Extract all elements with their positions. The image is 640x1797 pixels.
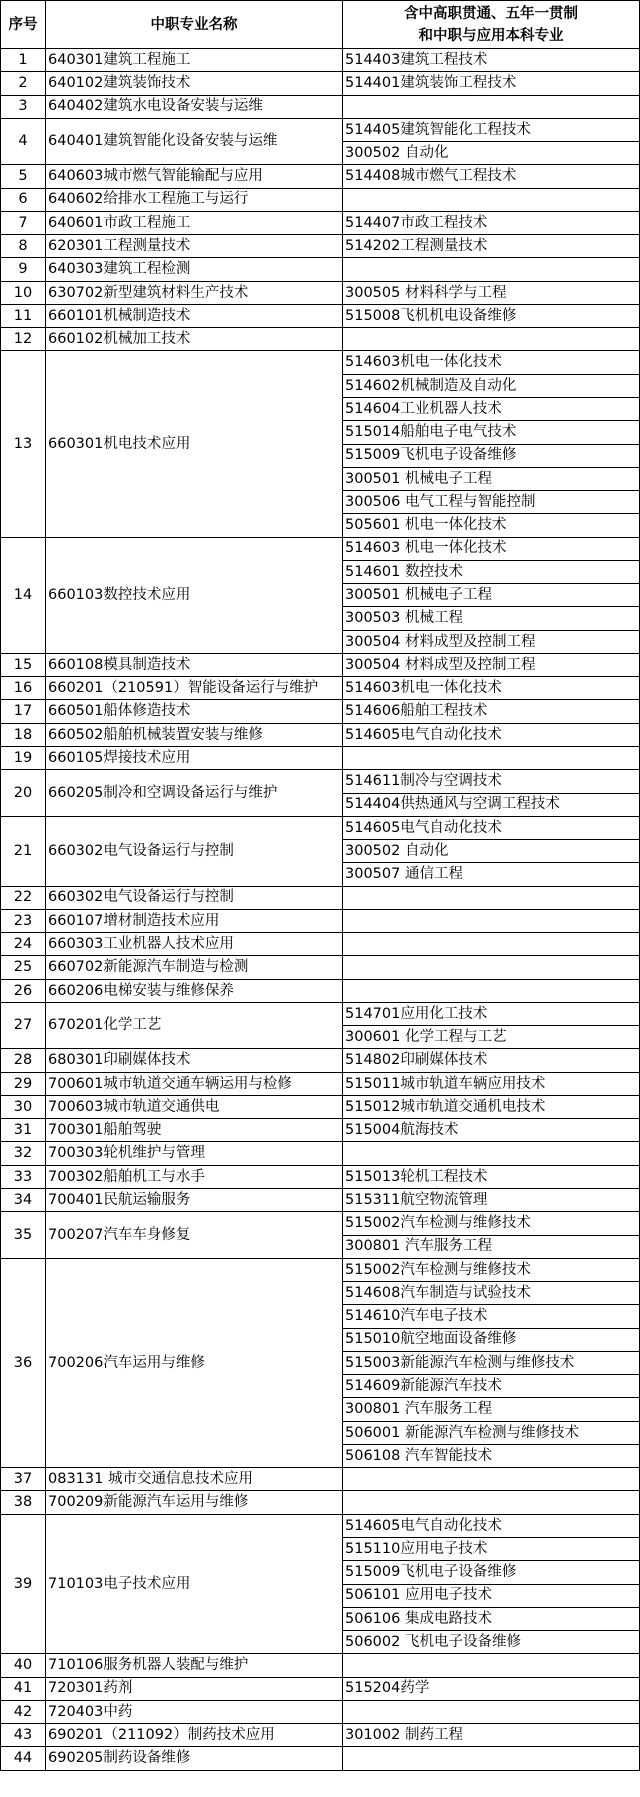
row-seq: 33	[1, 1165, 46, 1188]
row-related-major: 515014船舶电子电气技术	[343, 421, 640, 444]
row-related-major: 515008飞机机电设备维修	[343, 304, 640, 327]
row-seq: 38	[1, 1491, 46, 1514]
table-row	[1, 1119, 640, 1142]
table-row	[1, 165, 640, 188]
table-row	[1, 351, 640, 374]
row-related-major: 515004航海技术	[343, 1119, 640, 1142]
row-related-major	[343, 1747, 640, 1770]
table-row	[1, 1677, 640, 1700]
row-seq: 16	[1, 677, 46, 700]
row-seq: 31	[1, 1119, 46, 1142]
row-program-name: 700302船舶机工与水手	[46, 1165, 343, 1188]
row-related-major: 514602机械制造及自动化	[343, 374, 640, 397]
row-related-major: 300601 化学工程与工艺	[343, 1026, 640, 1049]
row-program-name: 620301工程测量技术	[46, 235, 343, 258]
row-seq: 44	[1, 1747, 46, 1770]
row-program-name: 630702新型建筑材料生产技术	[46, 281, 343, 304]
row-seq: 13	[1, 351, 46, 537]
row-related-major: 300501 机械电子工程	[343, 467, 640, 490]
row-seq: 21	[1, 816, 46, 886]
table-row	[1, 537, 640, 560]
table-row	[1, 188, 640, 211]
row-related-major	[343, 979, 640, 1002]
row-seq: 43	[1, 1724, 46, 1747]
row-program-name: 660302电气设备运行与控制	[46, 816, 343, 886]
table-row	[1, 72, 640, 95]
row-program-name: 660501船体修造技术	[46, 700, 343, 723]
row-related-major: 514202工程测量技术	[343, 235, 640, 258]
row-related-major: 515013轮机工程技术	[343, 1165, 640, 1188]
table-row	[1, 1654, 640, 1677]
row-related-major: 514407市政工程技术	[343, 211, 640, 234]
row-related-major: 515009飞机电子设备维修	[343, 444, 640, 467]
row-seq: 5	[1, 165, 46, 188]
table-row	[1, 1189, 640, 1212]
row-program-name: 700601城市轨道交通车辆运用与检修	[46, 1072, 343, 1095]
row-related-major: 515002汽车检测与维修技术	[343, 1258, 640, 1281]
row-related-major: 514601 数控技术	[343, 560, 640, 583]
table-row	[1, 1747, 640, 1770]
table-row	[1, 700, 640, 723]
row-related-major: 514405建筑智能化工程技术	[343, 118, 640, 141]
row-related-major: 514408城市燃气工程技术	[343, 165, 640, 188]
row-related-major	[343, 188, 640, 211]
row-related-major	[343, 1491, 640, 1514]
row-related-major: 506106 集成电路技术	[343, 1607, 640, 1630]
row-seq: 35	[1, 1212, 46, 1259]
row-program-name: 660302电气设备运行与控制	[46, 886, 343, 909]
table-row	[1, 933, 640, 956]
row-seq: 29	[1, 1072, 46, 1095]
row-seq: 37	[1, 1468, 46, 1491]
row-related-major: 515009飞机电子设备维修	[343, 1561, 640, 1584]
row-related-major	[343, 258, 640, 281]
row-program-name: 720301药剂	[46, 1677, 343, 1700]
row-program-name: 700209新能源汽车运用与维修	[46, 1491, 343, 1514]
row-related-major: 514605电气自动化技术	[343, 816, 640, 839]
row-related-major: 506108 汽车智能技术	[343, 1444, 640, 1467]
table-row	[1, 677, 640, 700]
table-row	[1, 328, 640, 351]
table-row	[1, 1095, 640, 1118]
row-program-name: 690205制药设备维修	[46, 1747, 343, 1770]
table-row	[1, 1724, 640, 1747]
row-related-major: 515204药学	[343, 1677, 640, 1700]
table-row	[1, 281, 640, 304]
table-row	[1, 1072, 640, 1095]
row-program-name: 083131 城市交通信息技术应用	[46, 1468, 343, 1491]
row-related-major: 515003新能源汽车检测与维修技术	[343, 1351, 640, 1374]
header-row	[1, 1, 640, 49]
row-related-major: 506101 应用电子技术	[343, 1584, 640, 1607]
row-seq: 15	[1, 653, 46, 676]
row-seq: 36	[1, 1258, 46, 1467]
row-program-name: 660303工业机器人技术应用	[46, 933, 343, 956]
row-program-name: 660702新能源汽车制造与检测	[46, 956, 343, 979]
row-seq: 6	[1, 188, 46, 211]
row-related-major: 300801 汽车服务工程	[343, 1398, 640, 1421]
row-program-name: 660107增材制造技术应用	[46, 909, 343, 932]
row-seq: 19	[1, 746, 46, 769]
table-row	[1, 211, 640, 234]
row-seq: 7	[1, 211, 46, 234]
row-related-major: 515002汽车检测与维修技术	[343, 1212, 640, 1235]
row-seq: 20	[1, 770, 46, 817]
table-row	[1, 746, 640, 769]
row-related-major	[343, 328, 640, 351]
row-related-major	[343, 909, 640, 932]
row-seq: 42	[1, 1700, 46, 1723]
row-seq: 18	[1, 723, 46, 746]
row-related-major: 506001 新能源汽车检测与维修技术	[343, 1421, 640, 1444]
table-row	[1, 1049, 640, 1072]
row-program-name: 640601市政工程施工	[46, 211, 343, 234]
row-program-name: 720403中药	[46, 1700, 343, 1723]
row-related-major: 300504 材料成型及控制工程	[343, 653, 640, 676]
table-row	[1, 118, 640, 141]
row-program-name: 660101机械制造技术	[46, 304, 343, 327]
row-related-major: 514403建筑工程技术	[343, 49, 640, 72]
table-row	[1, 886, 640, 909]
row-related-major: 515012城市轨道交通机电技术	[343, 1095, 640, 1118]
row-related-major: 514610汽车电子技术	[343, 1305, 640, 1328]
row-seq: 12	[1, 328, 46, 351]
row-seq: 41	[1, 1677, 46, 1700]
row-related-major: 514608汽车制造与试验技术	[343, 1282, 640, 1305]
row-related-major	[343, 1654, 640, 1677]
header-majors-line2: 和中职与应用本科专业	[418, 27, 564, 44]
row-seq: 27	[1, 1002, 46, 1049]
row-related-major	[343, 956, 640, 979]
row-program-name: 660205制冷和空调设备运行与维护	[46, 770, 343, 817]
row-related-major: 300503 机械工程	[343, 607, 640, 630]
row-program-name: 660108模具制造技术	[46, 653, 343, 676]
row-seq: 32	[1, 1142, 46, 1165]
header-majors	[343, 1, 640, 49]
row-seq: 22	[1, 886, 46, 909]
row-seq: 9	[1, 258, 46, 281]
table-row	[1, 1212, 640, 1235]
row-related-major	[343, 933, 640, 956]
row-program-name: 670201化学工艺	[46, 1002, 343, 1049]
row-related-major: 300501 机械电子工程	[343, 584, 640, 607]
row-program-name: 700401民航运输服务	[46, 1189, 343, 1212]
row-related-major: 514604工业机器人技术	[343, 397, 640, 420]
row-related-major	[343, 1468, 640, 1491]
table-row	[1, 1491, 640, 1514]
row-program-name: 680301印刷媒体技术	[46, 1049, 343, 1072]
row-program-name: 660201（210591）智能设备运行与维护	[46, 677, 343, 700]
row-program-name: 700301船舶驾驶	[46, 1119, 343, 1142]
row-seq: 39	[1, 1514, 46, 1654]
table-row	[1, 1002, 640, 1025]
table-body	[1, 49, 640, 1771]
row-related-major: 515011城市轨道车辆应用技术	[343, 1072, 640, 1095]
row-related-major: 301002 制药工程	[343, 1724, 640, 1747]
row-program-name: 640602给排水工程施工与运行	[46, 188, 343, 211]
table-row	[1, 723, 640, 746]
row-related-major: 514609新能源汽车技术	[343, 1375, 640, 1398]
table-row	[1, 258, 640, 281]
row-related-major: 505601 机电一体化技术	[343, 514, 640, 537]
row-related-major: 515010航空地面设备维修	[343, 1328, 640, 1351]
row-program-name: 660206电梯安装与维修保养	[46, 979, 343, 1002]
table-row	[1, 1700, 640, 1723]
row-seq: 4	[1, 118, 46, 165]
row-seq: 1	[1, 49, 46, 72]
table-row	[1, 49, 640, 72]
row-related-major: 514603机电一体化技术	[343, 677, 640, 700]
row-program-name: 660301机电技术应用	[46, 351, 343, 537]
row-related-major: 300502 自动化	[343, 142, 640, 165]
table-row	[1, 816, 640, 839]
row-related-major: 300506 电气工程与智能控制	[343, 491, 640, 514]
row-related-major: 300504 材料成型及控制工程	[343, 630, 640, 653]
row-related-major: 514606船舶工程技术	[343, 700, 640, 723]
row-seq: 11	[1, 304, 46, 327]
row-program-name: 660102机械加工技术	[46, 328, 343, 351]
row-related-major: 506002 飞机电子设备维修	[343, 1631, 640, 1654]
row-related-major: 514603 机电一体化技术	[343, 537, 640, 560]
header-majors-line1: 含中高职贯通、五年一贯制	[404, 5, 578, 22]
row-seq: 34	[1, 1189, 46, 1212]
row-program-name: 640102建筑装饰技术	[46, 72, 343, 95]
row-program-name: 640603城市燃气智能输配与应用	[46, 165, 343, 188]
header-seq: 序号	[1, 1, 46, 49]
row-seq: 8	[1, 235, 46, 258]
row-seq: 40	[1, 1654, 46, 1677]
row-seq: 10	[1, 281, 46, 304]
row-seq: 23	[1, 909, 46, 932]
row-related-major: 514605电气自动化技术	[343, 723, 640, 746]
table-row	[1, 1165, 640, 1188]
table-row	[1, 1258, 640, 1281]
row-related-major: 514605电气自动化技术	[343, 1514, 640, 1537]
row-seq: 24	[1, 933, 46, 956]
row-seq: 3	[1, 95, 46, 118]
row-related-major: 300502 自动化	[343, 840, 640, 863]
row-related-major: 515311航空物流管理	[343, 1189, 640, 1212]
row-program-name: 640301建筑工程施工	[46, 49, 343, 72]
row-related-major: 514611制冷与空调技术	[343, 770, 640, 793]
table-row	[1, 304, 640, 327]
row-related-major: 300505 材料科学与工程	[343, 281, 640, 304]
row-program-name: 660502船舶机械装置安装与维修	[46, 723, 343, 746]
row-program-name: 640402建筑水电设备安装与运维	[46, 95, 343, 118]
row-related-major	[343, 886, 640, 909]
row-related-major	[343, 1700, 640, 1723]
row-program-name: 710106服务机器人装配与维护	[46, 1654, 343, 1677]
row-program-name: 690201（211092）制药技术应用	[46, 1724, 343, 1747]
row-program-name: 710103电子技术应用	[46, 1514, 343, 1654]
table-row	[1, 956, 640, 979]
row-related-major: 300507 通信工程	[343, 863, 640, 886]
table-row	[1, 909, 640, 932]
row-related-major: 514701应用化工技术	[343, 1002, 640, 1025]
row-related-major: 514802印刷媒体技术	[343, 1049, 640, 1072]
row-seq: 2	[1, 72, 46, 95]
table-row	[1, 1142, 640, 1165]
row-seq: 30	[1, 1095, 46, 1118]
row-program-name: 640401建筑智能化设备安装与运维	[46, 118, 343, 165]
row-seq: 26	[1, 979, 46, 1002]
row-seq: 14	[1, 537, 46, 653]
row-program-name: 700603城市轨道交通供电	[46, 1095, 343, 1118]
row-program-name: 660105焊接技术应用	[46, 746, 343, 769]
table-row	[1, 979, 640, 1002]
row-related-major	[343, 95, 640, 118]
table-row	[1, 235, 640, 258]
row-seq: 25	[1, 956, 46, 979]
row-seq: 17	[1, 700, 46, 723]
row-related-major: 514404供热通风与空调工程技术	[343, 793, 640, 816]
row-program-name: 640303建筑工程检测	[46, 258, 343, 281]
row-related-major: 514603机电一体化技术	[343, 351, 640, 374]
row-related-major	[343, 746, 640, 769]
row-related-major: 515110应用电子技术	[343, 1538, 640, 1561]
header-name: 中职专业名称	[46, 1, 343, 49]
table-row	[1, 1468, 640, 1491]
table-row	[1, 1514, 640, 1537]
row-related-major: 300801 汽车服务工程	[343, 1235, 640, 1258]
row-seq: 28	[1, 1049, 46, 1072]
row-program-name: 660103数控技术应用	[46, 537, 343, 653]
row-related-major	[343, 1142, 640, 1165]
row-program-name: 700207汽车车身修复	[46, 1212, 343, 1259]
row-related-major: 514401建筑装饰工程技术	[343, 72, 640, 95]
table-row	[1, 653, 640, 676]
table-row	[1, 770, 640, 793]
table-row	[1, 95, 640, 118]
row-program-name: 700206汽车运用与维修	[46, 1258, 343, 1467]
row-program-name: 700303轮机维护与管理	[46, 1142, 343, 1165]
